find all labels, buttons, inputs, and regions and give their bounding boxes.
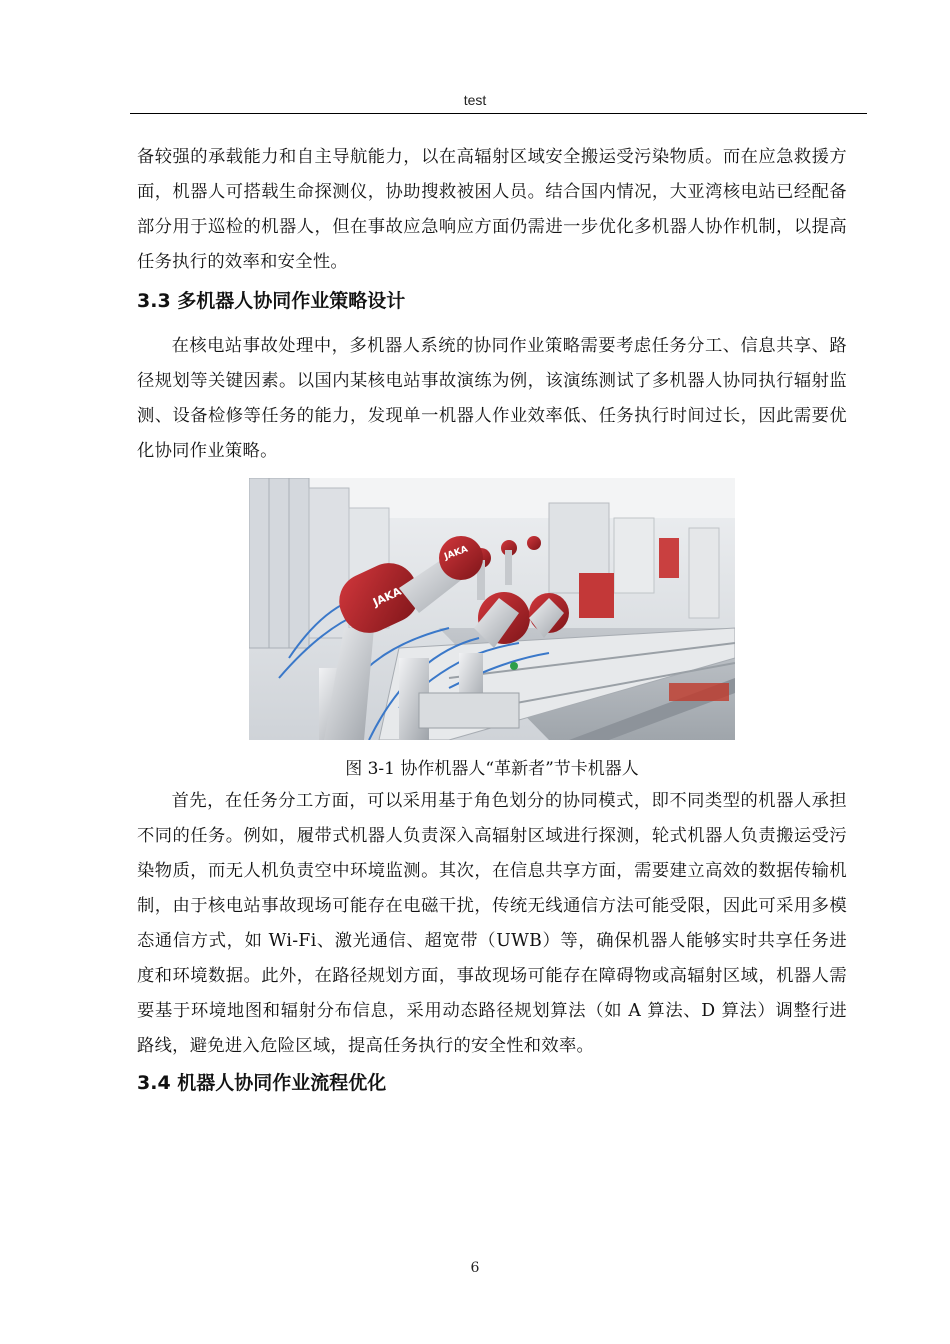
figure-caption: 图 3-1 协作机器人“革新者”节卡机器人 [345, 759, 639, 779]
header-rule [130, 113, 867, 114]
page-content [137, 140, 847, 1098]
running-header: test [463, 92, 487, 108]
robot-logo-text: JAKA [370, 584, 404, 610]
paragraph-strategy-intro: 在核电站事故处理中，多机器人系统的协同作业策略需要考虑任务分工、信息共享、路径规划等关键因素。以国内某核电站事故演练为例，该演练测试了多机器人协同执行辐射监测、设备检修等任务的能力，发现单一机器人作业效率低、任务执行时间过长，因此需要优化协同作业策略。 [137, 336, 847, 461]
section-heading-3-3: 3.3 多机器人协同作业策略设计 [137, 290, 406, 312]
paragraph-task-division: 首先，在任务分工方面，可以采用基于角色划分的协同模式，即不同类型的机器人承担不同的任务。例如，履带式机器人负责深入高辐射区域进行探测，轮式机器人负责搬运受污染物质，而无人机负责空中环境监测。其次，在信息共享方面，需要建立高效的数据传输机制，由于核电站事故现场可能存在电磁干扰，传统无线通信方法可能受限，因此可采用多模态通信方式，如 Wi-Fi、激光通信、超宽带（UWB）等，确保机器人能够实时共享任务进度和环境数据。此外，在路径规划方面，事故现场可能存在障碍物或高辐射区域，机器人需要基于环境地图和辐射分布信息，采用动态路径规划算法（如 A 算法、D 算法）调整行进路线，避免进入危险区域，提高任务执行的安全性和效率。 [137, 791, 847, 1056]
robot-logo-text-2: JAKA [443, 544, 470, 563]
robot-factory-illustration [249, 478, 735, 740]
figure-collaborative-robots-photo [249, 478, 735, 740]
page-number: 6 [470, 1260, 480, 1276]
paragraph-continued: 备较强的承载能力和自主导航能力，以在高辐射区域安全搬运受污染物质。而在应急救援方面，机器人可搭载生命探测仪，协助搜救被困人员。结合国内情况，大亚湾核电站已经配备部分用于巡检的机器人，但在事故应急响应方面仍需进一步优化多机器人协作机制，以提高任务执行的效率和安全性。 [137, 147, 847, 272]
section-heading-3-4: 3.4 机器人协同作业流程优化 [137, 1072, 387, 1094]
